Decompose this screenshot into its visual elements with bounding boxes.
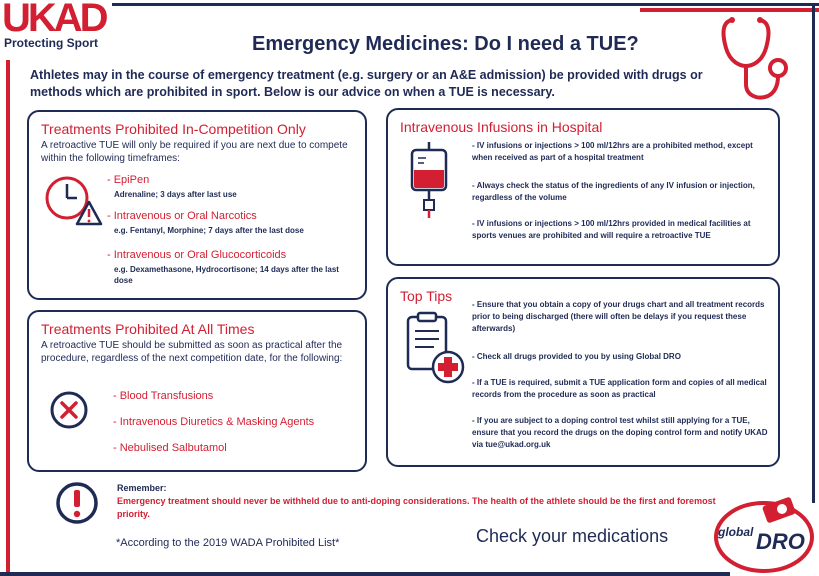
panel-all-times [27, 310, 367, 472]
item-glucocorticoids: - Intravenous or Oral Glucocorticoids [107, 249, 287, 261]
infusions-bullet-3: - IV infusions or injections > 100 ml/12hrs provided in medical facilities at sports venues are prohibited and will require a retroactive TUE [472, 219, 751, 240]
item-salbutamol: - Nebulised Salbutamol [113, 442, 227, 454]
prohibited-x-icon [49, 390, 89, 430]
page-title: Emergency Medicines: Do I need a TUE? [252, 33, 639, 55]
frame-right-line [812, 3, 815, 503]
infusions-bullet-1: - IV infusions or injections > 100 ml/12hrs are a prohibited method, except when received as part of a hospital treatment [472, 141, 753, 162]
clipboard-medical-icon [404, 311, 466, 387]
frame-top-accent [640, 8, 819, 12]
ukad-logo-text: UKAD [2, 0, 106, 40]
remember-text: Emergency treatment should never be withheld due to anti-doping considerations. The health of the athlete should be the first and foremost priority. [117, 496, 716, 519]
tips-title: Top Tips [400, 288, 453, 304]
all-times-title: Treatments Prohibited At All Times [41, 321, 255, 337]
exclamation-icon [55, 481, 99, 525]
frame-bottom-line [0, 572, 730, 576]
global-dro-logo[interactable] [712, 493, 818, 575]
tips-bullet-4: - If you are subject to a doping control test whilst still applying for a TUE, ensure that you record the drugs on the doping control form and notify UKAD via tue@ukad.org.uk [472, 416, 768, 449]
tips-bullet-1: - Ensure that you obtain a copy of your drugs chart and all treatment records prior to being discharged (there will often be delays if you request these afterwards) [472, 300, 765, 333]
panel-in-competition [27, 110, 367, 300]
item-epipen-detail: Adrenaline; 3 days after last use [114, 190, 237, 199]
panel-top-tips [386, 277, 780, 467]
ukad-tagline: Protecting Sport [4, 36, 99, 50]
frame-left-line [6, 60, 10, 576]
item-glucocorticoids-detail: e.g. Dexamethasone, Hydrocortisone; 14 days after the last dose [114, 265, 339, 285]
infusions-title: Intravenous Infusions in Hospital [400, 119, 603, 135]
item-narcotics: - Intravenous or Oral Narcotics [107, 210, 257, 222]
item-blood-transfusions: - Blood Transfusions [113, 390, 214, 402]
tips-bullet-2: - Check all drugs provided to you by using Global DRO [472, 352, 681, 361]
in-competition-description: A retroactive TUE will only be required if you are next due to compete within the following timeframes: [41, 140, 348, 164]
intro-text: Athletes may in the course of emergency treatment (e.g. surgery or an A&E admission) be provided with drugs or methods which are prohibited in sport. Below is our advice on when a TUE is necessary. [30, 68, 703, 99]
check-medications-text: Check your medications [476, 526, 669, 546]
iv-bag-icon [406, 140, 452, 220]
ukad-logo[interactable] [0, 0, 112, 56]
tips-bullet-3: - If a TUE is required, submit a TUE application form and copies of all medical records from the procedure as soon as practical [472, 378, 767, 399]
item-narcotics-detail: e.g. Fentanyl, Morphine; 7 days after the last dose [114, 226, 304, 235]
item-epipen: - EpiPen [107, 174, 150, 186]
infusions-bullet-2: - Always check the status of the ingredients of any IV infusion or injection, regardless of the volume [472, 181, 755, 202]
clock-warning-icon [43, 172, 103, 226]
footnote: *According to the 2019 WADA Prohibited List* [116, 537, 340, 549]
global-dro-word2: DRO [756, 529, 805, 554]
remember-label: Remember: [117, 483, 167, 493]
item-diuretics: - Intravenous Diuretics & Masking Agents [113, 416, 315, 428]
panel-infusions [386, 108, 780, 266]
global-dro-word1: global [718, 525, 754, 539]
in-competition-title: Treatments Prohibited In-Competition Only [41, 121, 306, 137]
all-times-description: A retroactive TUE should be submitted as soon as practical after the procedure, regardless of the next competition date, for the following: [41, 340, 343, 364]
frame-top-line [112, 3, 819, 6]
